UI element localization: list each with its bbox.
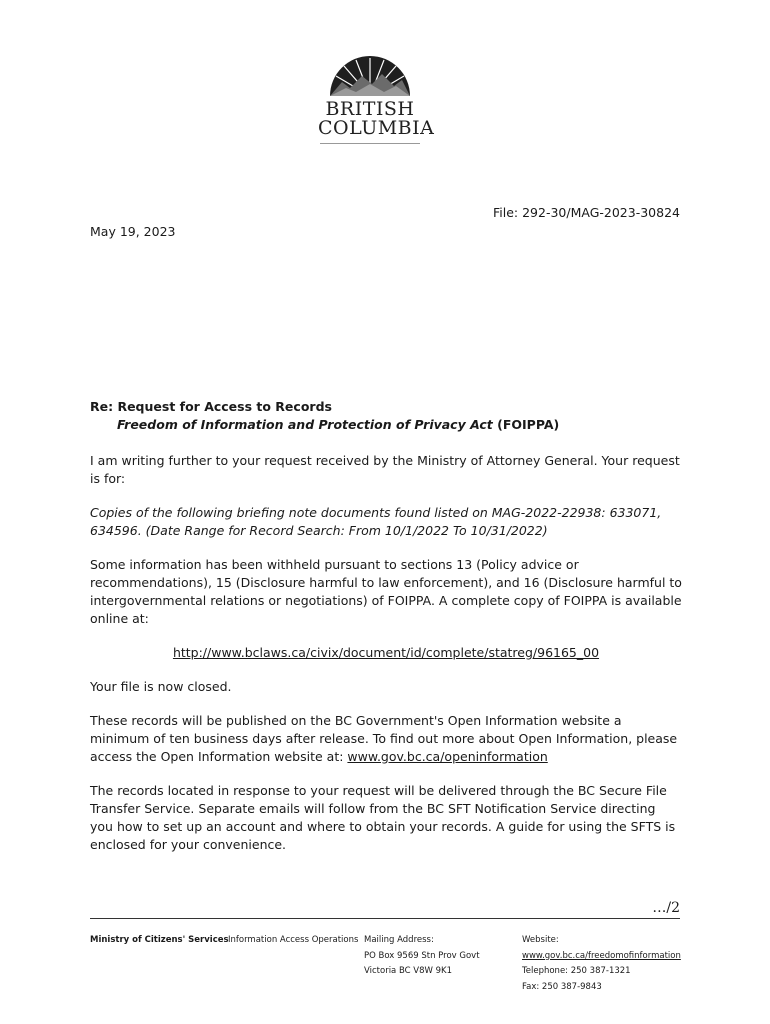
footer-ministry: Ministry of Citizens' Services bbox=[90, 935, 229, 945]
footer-divider bbox=[90, 918, 680, 919]
website-label: Website: bbox=[522, 935, 559, 945]
file-reference: File: 292-30/MAG-2023-30824 bbox=[493, 205, 680, 220]
logo-underline bbox=[320, 143, 420, 144]
paragraph-file-closed: Your file is now closed. bbox=[90, 679, 232, 694]
wordmark-british: BRITISH bbox=[325, 98, 415, 120]
act-abbrev: (FOIPPA) bbox=[492, 417, 560, 432]
act-name: Freedom of Information and Protection of Privacy Act bbox=[117, 417, 493, 432]
page-marker: …/2 bbox=[652, 900, 680, 916]
re-line: Re: Request for Access to Records bbox=[90, 399, 332, 414]
paragraph-request-details: Copies of the following briefing note documents found listed on MAG-2022-22938: 633071, 634596. (Date Range for Record Search: From 10/1/2022 To 10/31/2022) bbox=[90, 505, 662, 538]
mailing-line1: PO Box 9569 Stn Prov Govt bbox=[364, 950, 480, 961]
open-info-text: These records will be published on the BC Government's Open Information website a minimum of ten business days after release. To find out more about Open Information, please access the Open Information website at: bbox=[90, 713, 678, 764]
footer-office: Information Access Operations bbox=[228, 935, 359, 945]
fax: Fax: 250 387-9843 bbox=[522, 981, 602, 992]
bc-logo bbox=[318, 46, 435, 146]
paragraph-open-information bbox=[90, 712, 682, 766]
paragraph-request: I am writing further to your request received by the Ministry of Attorney General. Your request is for: bbox=[90, 453, 680, 486]
telephone: Telephone: 250 387-1321 bbox=[522, 966, 631, 976]
letter-date: May 19, 2023 bbox=[90, 224, 176, 239]
mailing-line2: Victoria BC V8W 9K1 bbox=[364, 966, 453, 976]
mountain-sun-emblem-icon bbox=[326, 46, 414, 98]
paragraph-withheld: Some information has been withheld pursuant to sections 13 (Policy advice or recommendations), 15 (Disclosure harmful to law enforcement), and 16 (Disclosure harmful to intergovernmental relations or negotiations) of FOIPPA. A complete copy of FOIPPA is available online at: bbox=[90, 557, 682, 626]
foippa-link[interactable]: http://www.bclaws.ca/civix/document/id/complete/statreg/96165_00 bbox=[172, 645, 600, 660]
re-act-line bbox=[117, 416, 682, 434]
letter-body bbox=[90, 398, 682, 870]
open-information-link[interactable]: www.gov.bc.ca/openinformation bbox=[347, 749, 548, 764]
footer-contact bbox=[522, 933, 681, 995]
footer-mailing bbox=[364, 933, 480, 980]
paragraph-sfts: The records located in response to your request will be delivered through the BC Secure File Transfer Service. Separate emails will follow from the BC SFT Notification Service directing you how to set up an account and where to obtain your records. A guide for using the SFTS is enclosed for your convenience. bbox=[90, 783, 676, 852]
website-link[interactable]: www.gov.bc.ca/freedomofinformation bbox=[522, 950, 681, 961]
mailing-label: Mailing Address: bbox=[364, 935, 434, 945]
wordmark-columbia: COLUMBIA bbox=[318, 117, 435, 139]
